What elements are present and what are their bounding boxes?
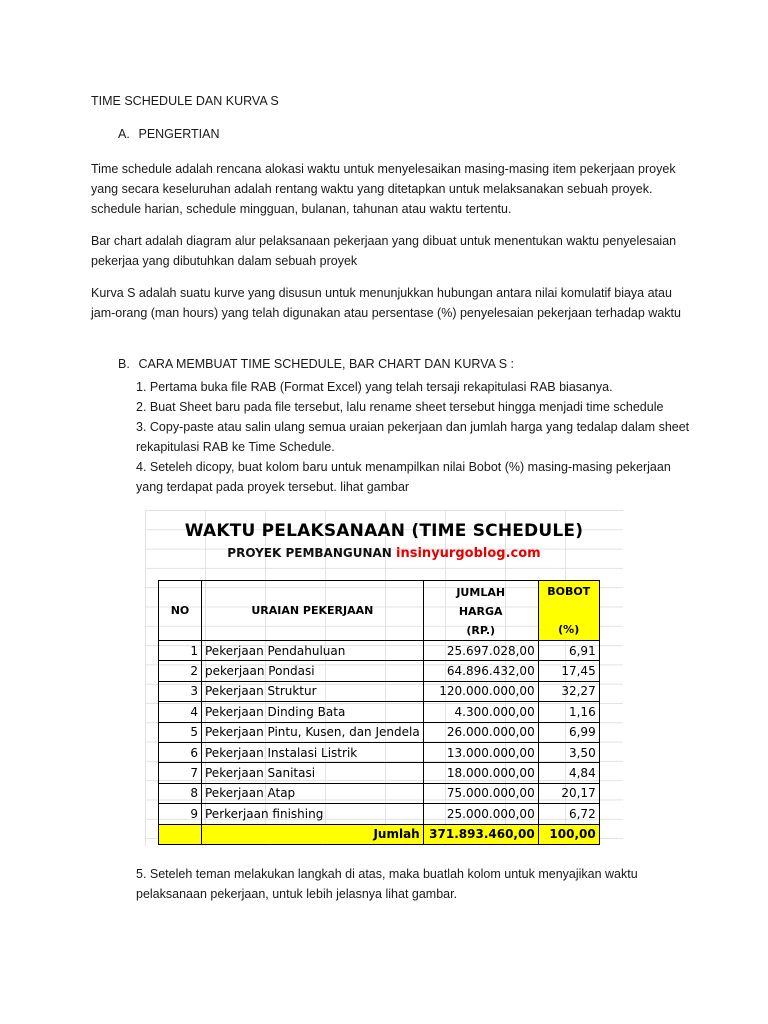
header-no: NO <box>159 581 202 641</box>
cell-no: 6 <box>159 742 202 762</box>
cell-total-amount: 371.893.460,00 <box>423 824 538 844</box>
cell-total-weight: 100,00 <box>538 824 599 844</box>
cell-amount: 75.000.000,00 <box>423 783 538 803</box>
sheet-subtitle-site: insinyurgoblog.com <box>396 546 541 561</box>
sheet-subtitle <box>145 546 623 561</box>
cell-weight: 20,17 <box>538 783 599 803</box>
cell-description: Pekerjaan Dinding Bata <box>202 702 424 722</box>
rab-table <box>158 580 600 845</box>
table-row <box>159 661 600 681</box>
cell-no: 9 <box>159 804 202 824</box>
sheet-title: WAKTU PELAKSANAAN (TIME SCHEDULE) <box>184 521 584 541</box>
table-row <box>159 641 600 661</box>
cell-weight: 1,16 <box>538 702 599 722</box>
paragraph-time-schedule: Time schedule adalah rencana alokasi waktu untuk menyelesaikan masing-masing item pekerjaan proyek yang secara keseluruhan adalah rentang waktu yang ditetapkan untuk melaksanakan sebuah proyek. schedule harian, schedule mingguan, bulanan, tahunan atau waktu tertentu. <box>91 162 676 216</box>
steps-list <box>136 377 696 497</box>
cell-amount: 18.000.000,00 <box>423 763 538 783</box>
table-total-row <box>159 824 600 844</box>
step-item: 1. Pertama buka file RAB (Format Excel) yang telah tersaji rekapitulasi RAB biasanya. <box>136 380 613 394</box>
cell-no: 1 <box>159 641 202 661</box>
section-b-title: CARA MEMBUAT TIME SCHEDULE, BAR CHART DAN KURVA S : <box>138 357 515 371</box>
spreadsheet-image <box>145 510 623 846</box>
cell-description: Pekerjaan Atap <box>202 783 424 803</box>
cell-no: 8 <box>159 783 202 803</box>
cell-amount: 25.697.028,00 <box>423 641 538 661</box>
table-row <box>159 763 600 783</box>
document-title: TIME SCHEDULE DAN KURVA S <box>91 94 279 108</box>
step-five-paragraph: 5. Seteleh teman melakukan langkah di atas, maka buatlah kolom untuk menyajikan waktu pelaksanaan pekerjaan, untuk lebih jelasnya lihat gambar. <box>136 867 638 901</box>
header-description: URAIAN PEKERJAAN <box>202 581 424 641</box>
section-a-heading <box>118 127 220 141</box>
header-amount-line-1: JUMLAH <box>456 586 506 599</box>
step-item: 3. Copy-paste atau salin ulang semua uraian pekerjaan dan jumlah harga yang tedalap dalam sheet rekapitulasi RAB ke Time Schedule. <box>136 420 690 454</box>
cell-amount: 120.000.000,00 <box>423 681 538 701</box>
header-amount-line-2: HARGA <box>458 605 503 618</box>
cell-amount: 26.000.000,00 <box>423 722 538 742</box>
table-row <box>159 722 600 742</box>
cell-amount: 4.300.000,00 <box>423 702 538 722</box>
cell-total-label: Jumlah <box>202 824 424 844</box>
cell-no: 3 <box>159 681 202 701</box>
paragraph-kurva-s: Kurva S adalah suatu kurve yang disusun untuk menunjukkan hubungan antara nilai komulatif biaya atau jam-orang (man hours) yang telah digunakan atau persentase (%) penyelesaian pekerjaan terhadap waktu <box>91 286 681 320</box>
table-row <box>159 783 600 803</box>
cell-amount: 64.896.432,00 <box>423 661 538 681</box>
step-item: 2. Buat Sheet baru pada file tersebut, lalu rename sheet tersebut hingga menjadi time schedule <box>136 400 664 414</box>
header-weight-line-2: (%) <box>558 623 580 636</box>
header-amount <box>423 581 538 641</box>
cell-description: Pekerjaan Instalasi Listrik <box>202 742 424 762</box>
cell-no: 7 <box>159 763 202 783</box>
table-row <box>159 681 600 701</box>
cell-no: 5 <box>159 722 202 742</box>
table-row <box>159 702 600 722</box>
cell-description: pekerjaan Pondasi <box>202 661 424 681</box>
cell-description: Pekerjaan Pendahuluan <box>202 641 424 661</box>
cell-description: Perkerjaan finishing <box>202 804 424 824</box>
paragraph-bar-chart: Bar chart adalah diagram alur pelaksanaan pekerjaan yang dibuat untuk menentukan waktu penyelesaian pekerjaa yang dibutuhkan dalam sebuah proyek <box>91 234 677 268</box>
header-weight-line-1: BOBOT <box>547 585 591 598</box>
cell-amount: 13.000.000,00 <box>423 742 538 762</box>
cell-weight: 32,27 <box>538 681 599 701</box>
cell-weight: 4,84 <box>538 763 599 783</box>
step-item: 4. Seteleh dicopy, buat kolom baru untuk menampilkan nilai Bobot (%) masing-masing pekerjaan yang terdapat pada proyek tersebut. lihat gambar <box>136 460 671 494</box>
cell-description: Pekerjaan Struktur <box>202 681 424 701</box>
cell-weight: 17,45 <box>538 661 599 681</box>
cell-description: Pekerjaan Sanitasi <box>202 763 424 783</box>
header-weight <box>538 581 599 641</box>
section-a-title: PENGERTIAN <box>138 127 220 141</box>
cell-weight: 6,99 <box>538 722 599 742</box>
header-amount-line-3: (RP.) <box>466 624 496 637</box>
section-b-letter: B. <box>118 357 130 371</box>
cell-weight: 6,72 <box>538 804 599 824</box>
sheet-subtitle-prefix: PROYEK PEMBANGUNAN <box>227 546 397 560</box>
cell-weight: 3,50 <box>538 742 599 762</box>
cell-total-blank <box>159 824 202 844</box>
cell-no: 4 <box>159 702 202 722</box>
section-a-letter: A. <box>118 127 130 141</box>
cell-no: 2 <box>159 661 202 681</box>
table-row <box>159 804 600 824</box>
table-row <box>159 742 600 762</box>
cell-weight: 6,91 <box>538 641 599 661</box>
cell-amount: 25.000.000,00 <box>423 804 538 824</box>
cell-description: Pekerjaan Pintu, Kusen, dan Jendela <box>202 722 424 742</box>
section-b-heading <box>118 357 514 371</box>
